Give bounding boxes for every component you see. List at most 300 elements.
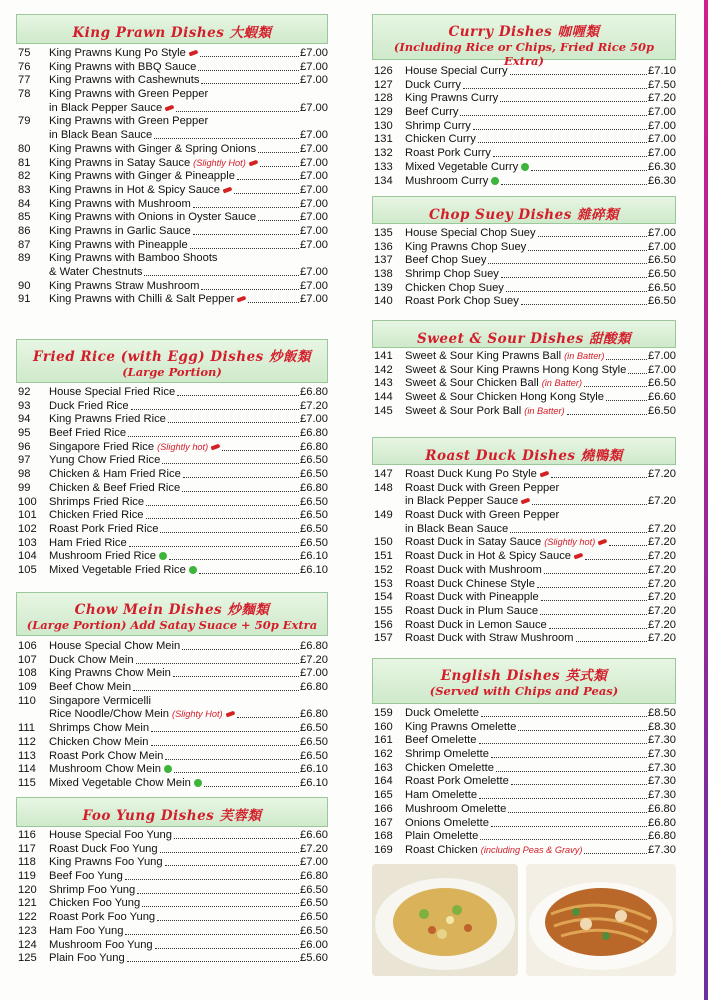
fried-rice-image	[372, 864, 518, 976]
item-name: King Prawns with Green Pepper	[49, 88, 209, 101]
item-price: £6.50	[648, 254, 676, 267]
item-number: 153	[374, 577, 393, 590]
items-curry	[372, 65, 676, 188]
item-price: £6.80	[300, 681, 328, 694]
menu-item	[372, 350, 676, 364]
menu-item	[16, 537, 328, 551]
section-subtitle: (Served with Chips and Peas)	[429, 684, 619, 698]
item-name: Sweet & Sour Pork Ball	[405, 404, 522, 417]
item-number: 154	[374, 591, 393, 604]
item-name-group	[405, 468, 549, 482]
dot-leader	[165, 759, 299, 760]
menu-item	[16, 266, 328, 280]
item-price: £7.20	[300, 842, 328, 855]
item-name: Mushroom Chow Mein	[49, 763, 161, 776]
menu-item	[372, 377, 676, 391]
dot-leader	[182, 491, 299, 492]
item-name: Rice Noodle/Chow Mein	[49, 708, 170, 721]
dot-leader	[501, 277, 647, 278]
dot-leader	[142, 906, 299, 907]
item-price: £6.80	[300, 708, 328, 721]
item-name-group	[405, 775, 509, 789]
menu-item	[16, 482, 328, 496]
menu-item	[16, 496, 328, 510]
item-name-group	[405, 734, 477, 748]
item-number: 143	[374, 377, 393, 390]
item-name: Shrimp Foo Yung	[49, 883, 136, 896]
vegetarian-icon	[164, 765, 172, 773]
item-price: £7.00	[300, 238, 328, 251]
item-price: £6.80	[300, 640, 328, 652]
item-name: Sweet & Sour Chicken Hong Kong Style	[405, 391, 604, 404]
item-number: 83	[18, 183, 31, 196]
menu-item	[16, 427, 328, 441]
menu-item	[16, 897, 328, 911]
item-number: 124	[18, 938, 37, 951]
dot-leader	[576, 641, 647, 642]
item-price: £6.80	[300, 870, 328, 883]
item-name-group	[405, 803, 506, 817]
item-price: £7.00	[300, 856, 328, 869]
dot-leader	[481, 716, 647, 717]
menu-item	[16, 870, 328, 884]
item-name: Duck Omelette	[405, 707, 479, 719]
item-price: £7.00	[300, 266, 328, 278]
item-name: Chicken Fried Rice	[49, 509, 144, 522]
menu-item	[372, 748, 676, 762]
item-number: 91	[18, 293, 31, 306]
item-name: Chicken Chop Suey	[405, 281, 504, 294]
menu-item	[16, 952, 328, 966]
item-price: £7.30	[648, 734, 676, 747]
item-name-group	[405, 405, 565, 419]
item-name: Roast Duck in Satay Sauce	[405, 536, 542, 549]
item-name-group	[405, 578, 535, 592]
item-price: £7.00	[648, 106, 676, 119]
item-name-group	[405, 161, 529, 175]
item-name: Ham Omelette	[405, 789, 478, 802]
item-number: 121	[18, 897, 37, 910]
menu-item	[16, 454, 328, 468]
menu-item	[16, 198, 328, 212]
item-name: Duck Curry	[405, 78, 461, 91]
menu-item	[16, 413, 328, 427]
items-english	[372, 707, 676, 858]
chili-icon	[521, 498, 531, 505]
item-price: £6.60	[648, 391, 676, 404]
item-name-group	[405, 707, 479, 721]
item-name: Beef Chow Mein	[49, 681, 132, 694]
item-number: 165	[374, 789, 393, 802]
item-name: Chicken Omelette	[405, 761, 494, 774]
item-price: £6.80	[648, 802, 676, 815]
dot-leader	[198, 70, 299, 71]
item-price: £6.50	[300, 522, 328, 535]
dot-leader	[493, 156, 647, 157]
menu-item	[16, 736, 328, 750]
item-name: Shrimp Omelette	[405, 748, 489, 761]
item-name-group	[405, 377, 582, 391]
dot-leader	[258, 152, 299, 153]
item-name: in Black Bean Sauce	[49, 129, 153, 142]
item-number: 161	[374, 734, 393, 747]
item-name-group	[405, 227, 536, 241]
menu-item	[16, 47, 328, 61]
dot-leader	[491, 826, 647, 827]
menu-item	[372, 564, 676, 578]
menu-item	[16, 386, 328, 400]
dot-leader	[538, 236, 647, 237]
item-name: King Prawns Fried Rice	[49, 413, 166, 426]
items-chow-mein	[16, 640, 328, 791]
item-name: King Prawns with Bamboo Shoots	[49, 252, 218, 265]
dot-leader	[176, 111, 299, 112]
dot-leader	[260, 166, 299, 167]
dot-leader	[500, 101, 647, 102]
menu-item	[16, 777, 328, 791]
menu-item	[16, 211, 328, 225]
item-number: 99	[18, 481, 31, 494]
item-name: King Prawns Omelette	[405, 720, 517, 733]
item-number: 167	[374, 816, 393, 829]
item-name-group	[49, 454, 160, 468]
item-price: £7.00	[648, 240, 676, 253]
item-price: £7.00	[300, 293, 328, 306]
dot-leader	[606, 400, 647, 401]
dot-leader	[473, 129, 647, 130]
dot-leader	[544, 573, 647, 574]
item-name: Roast Duck Foo Yung	[49, 842, 158, 855]
dot-leader	[146, 505, 299, 506]
chili-icon	[237, 296, 247, 303]
item-name: Roast Duck in Lemon Sauce	[405, 618, 547, 631]
item-number: 111	[18, 722, 36, 735]
fried-rice-photo	[372, 864, 518, 976]
dot-leader	[190, 248, 299, 249]
dot-leader	[501, 184, 647, 185]
item-number: 85	[18, 211, 31, 224]
item-name-group	[49, 280, 199, 294]
menu-item	[16, 750, 328, 764]
item-name-group	[405, 65, 508, 79]
item-price: £7.30	[648, 789, 676, 802]
item-price: £7.00	[300, 224, 328, 237]
page-edge-stripe	[704, 0, 708, 1000]
item-name: House Special Foo Yung	[49, 829, 172, 841]
item-name-group	[49, 870, 123, 884]
item-price: £7.20	[648, 468, 676, 480]
item-name-group	[49, 843, 158, 857]
item-number: 127	[374, 78, 393, 91]
item-price: £6.50	[300, 722, 328, 735]
dot-leader	[160, 852, 299, 853]
dot-leader	[173, 676, 299, 677]
item-name: Sweet & Sour King Prawns Ball	[405, 350, 562, 362]
item-price: £7.00	[300, 667, 328, 680]
item-name-group	[405, 721, 516, 735]
dot-leader	[584, 386, 647, 387]
dot-leader	[177, 395, 299, 396]
item-name: Mixed Vegetable Fried Rice	[49, 563, 186, 576]
item-name-group	[49, 400, 129, 414]
item-name-group	[405, 844, 582, 858]
item-name-group	[49, 523, 158, 537]
menu-item	[372, 241, 676, 255]
menu-item	[372, 227, 676, 241]
item-number: 157	[374, 632, 393, 645]
dot-leader	[137, 893, 299, 894]
item-name-group	[49, 184, 232, 198]
section-title: Curry Dishes 咖喱類	[448, 24, 600, 40]
item-name: Roast Pork Fried Rice	[49, 522, 159, 535]
item-price: £6.80	[300, 427, 328, 440]
menu-item	[372, 707, 676, 721]
item-name-group	[405, 789, 477, 803]
section-title: Chop Suey Dishes 雜碎類	[428, 207, 620, 223]
item-name-group	[49, 47, 198, 61]
item-number: 101	[18, 509, 37, 522]
chili-icon	[574, 553, 584, 560]
item-name: Ham Fried Rice	[49, 536, 127, 549]
item-name-group	[405, 536, 607, 550]
item-number: 89	[18, 252, 31, 265]
item-price: £7.30	[648, 748, 676, 761]
item-price: £7.00	[648, 147, 676, 160]
dot-leader	[521, 304, 647, 305]
item-name-group	[49, 211, 256, 225]
item-number: 79	[18, 115, 31, 128]
dot-leader	[549, 628, 647, 629]
item-name: Beef Omelette	[405, 734, 477, 747]
item-price: £7.00	[648, 119, 676, 132]
menu-item	[372, 254, 676, 268]
menu-item	[16, 722, 328, 736]
item-number: 82	[18, 170, 31, 183]
item-number: 151	[374, 550, 393, 563]
dot-leader	[479, 798, 647, 799]
item-number: 118	[18, 856, 36, 869]
dot-leader	[511, 784, 647, 785]
item-number: 132	[374, 147, 393, 160]
chili-icon	[225, 711, 235, 718]
item-price: £6.10	[300, 550, 328, 563]
item-price: £7.30	[648, 843, 676, 856]
item-name: King Prawns with Mushroom	[49, 197, 191, 210]
item-name: King Prawns with Ginger & Pineapple	[49, 170, 235, 183]
menu-item	[16, 681, 328, 695]
menu-item	[372, 550, 676, 564]
item-name-group	[49, 266, 142, 280]
item-price: £6.50	[648, 377, 676, 390]
dot-leader	[165, 865, 299, 866]
item-name: Roast Duck Kung Po Style	[405, 468, 537, 480]
dot-leader	[151, 731, 299, 732]
item-name: Chicken Foo Yung	[49, 897, 141, 910]
item-price: £7.00	[300, 101, 328, 114]
item-name: House Special Curry	[405, 65, 508, 77]
dot-leader	[508, 812, 647, 813]
dot-leader	[136, 663, 299, 664]
item-price: £6.80	[648, 830, 676, 843]
menu-item	[372, 591, 676, 605]
item-number: 137	[374, 254, 393, 267]
item-name-group	[49, 952, 125, 966]
item-name: Roast Pork Omelette	[405, 775, 509, 788]
section-title: Foo Yung Dishes 芙蓉類	[82, 808, 262, 824]
item-number: 114	[18, 763, 36, 776]
item-number: 122	[18, 911, 37, 924]
item-number: 123	[18, 924, 37, 937]
item-price: £7.20	[648, 577, 676, 590]
section-subtitle: (Including Rice or Chips, Fried Rice 50p Extra)	[393, 40, 655, 68]
item-name-group	[49, 496, 144, 510]
menu-item	[372, 133, 676, 147]
item-price: £7.00	[300, 156, 328, 169]
dot-leader	[584, 853, 647, 854]
item-number: 152	[374, 563, 393, 576]
dot-leader	[537, 587, 647, 588]
item-price: £6.50	[300, 454, 328, 467]
menu-item	[16, 61, 328, 75]
item-name-group	[49, 777, 202, 791]
dot-leader	[131, 409, 299, 410]
item-name: Mushroom Curry	[405, 174, 489, 187]
item-price: £6.80	[300, 481, 328, 494]
item-number: 97	[18, 454, 31, 467]
dot-leader	[125, 879, 299, 880]
item-name-group	[405, 175, 499, 189]
item-price: £6.10	[300, 776, 328, 789]
item-name-group	[49, 681, 131, 695]
item-price: £7.20	[648, 522, 676, 535]
item-name: Sweet & Sour King Prawns Hong Kong Style	[405, 363, 627, 376]
item-name: Roast Pork Chow Mein	[49, 749, 164, 762]
menu-item	[16, 925, 328, 939]
item-name-group	[405, 282, 504, 296]
item-number: 112	[18, 735, 36, 748]
menu-item	[16, 102, 328, 116]
dot-leader	[133, 690, 299, 691]
section-banner-sweet-sour	[372, 320, 676, 348]
item-name-group	[405, 564, 542, 578]
item-name: King Prawns with Chilli & Salt Pepper	[49, 293, 235, 306]
item-name-group	[405, 391, 604, 405]
dot-leader	[162, 463, 299, 464]
dot-leader	[160, 532, 299, 533]
dot-leader	[157, 920, 299, 921]
item-number: 133	[374, 160, 393, 173]
dot-leader	[510, 532, 647, 533]
item-name: King Prawns with Pineapple	[49, 238, 188, 251]
item-price: £7.20	[648, 550, 676, 563]
item-name: in Black Pepper Sauce	[405, 495, 519, 508]
item-name-group	[405, 591, 539, 605]
chili-icon	[165, 104, 175, 111]
item-price: £7.30	[648, 761, 676, 774]
chili-icon	[248, 159, 258, 166]
menu-item	[16, 239, 328, 253]
section-title: Sweet & Sour Dishes 甜酸類	[417, 331, 631, 347]
dot-leader	[480, 839, 647, 840]
item-name: King Prawns in Satay Sauce	[49, 156, 191, 169]
item-name-group	[49, 736, 149, 750]
dot-leader	[528, 250, 647, 251]
dot-leader	[506, 291, 647, 292]
item-number: 95	[18, 427, 31, 440]
dot-leader	[193, 207, 299, 208]
item-name: Shrimp Curry	[405, 119, 471, 132]
dot-leader	[628, 373, 647, 374]
item-name-group	[49, 293, 246, 307]
item-price: £7.20	[648, 92, 676, 105]
item-number: 105	[18, 563, 37, 576]
section-subtitle: (Large Portion)	[122, 365, 222, 379]
item-price: £6.50	[300, 749, 328, 762]
dot-leader	[174, 838, 299, 839]
menu-item	[372, 175, 676, 189]
dot-leader	[567, 414, 647, 415]
item-name-group	[49, 939, 153, 953]
item-name-group	[405, 92, 498, 106]
menu-item	[372, 605, 676, 619]
item-number: 134	[374, 174, 393, 187]
menu-item	[372, 632, 676, 646]
item-note: (Slightly Hot)	[193, 157, 246, 168]
items-fried-rice	[16, 386, 328, 578]
item-price: £6.50	[300, 536, 328, 549]
item-number: 102	[18, 522, 37, 535]
item-number: 77	[18, 74, 31, 87]
item-name: King Prawns with Cashewnuts	[49, 74, 200, 87]
item-price: £7.00	[300, 170, 328, 183]
item-name: Plain Omelette	[405, 830, 479, 843]
menu-item	[372, 79, 676, 93]
dot-leader	[204, 786, 299, 787]
item-name-group	[405, 762, 494, 776]
dot-leader	[518, 730, 647, 731]
menu-item	[16, 843, 328, 857]
item-number: 162	[374, 748, 393, 761]
item-name-group	[405, 364, 626, 378]
item-number: 100	[18, 495, 37, 508]
vegetarian-icon	[194, 779, 202, 787]
menu-item	[16, 550, 328, 564]
item-name-group	[405, 79, 461, 93]
item-name-group	[49, 750, 163, 764]
item-name-group	[405, 147, 491, 161]
item-name-group	[49, 413, 166, 427]
menu-item	[16, 280, 328, 294]
menu-item	[16, 654, 328, 668]
menu-item	[372, 830, 676, 844]
item-name-group	[49, 550, 167, 564]
item-name: King Prawns in Hot & Spicy Sauce	[49, 183, 221, 196]
item-price: £6.50	[648, 404, 676, 417]
items-roast-duck	[372, 468, 676, 646]
item-number: 148	[374, 481, 393, 494]
dot-leader	[541, 600, 647, 601]
item-name-group	[405, 830, 478, 844]
section-banner-chop-suey	[372, 196, 676, 224]
item-name-group	[405, 550, 583, 564]
item-price: £6.50	[300, 924, 328, 937]
item-note: (including Peas & Gravy)	[480, 844, 583, 855]
item-price: £6.10	[300, 763, 328, 776]
item-name-group	[49, 74, 199, 88]
item-number: 98	[18, 468, 31, 481]
chili-icon	[598, 539, 608, 546]
item-name-group	[49, 157, 258, 171]
